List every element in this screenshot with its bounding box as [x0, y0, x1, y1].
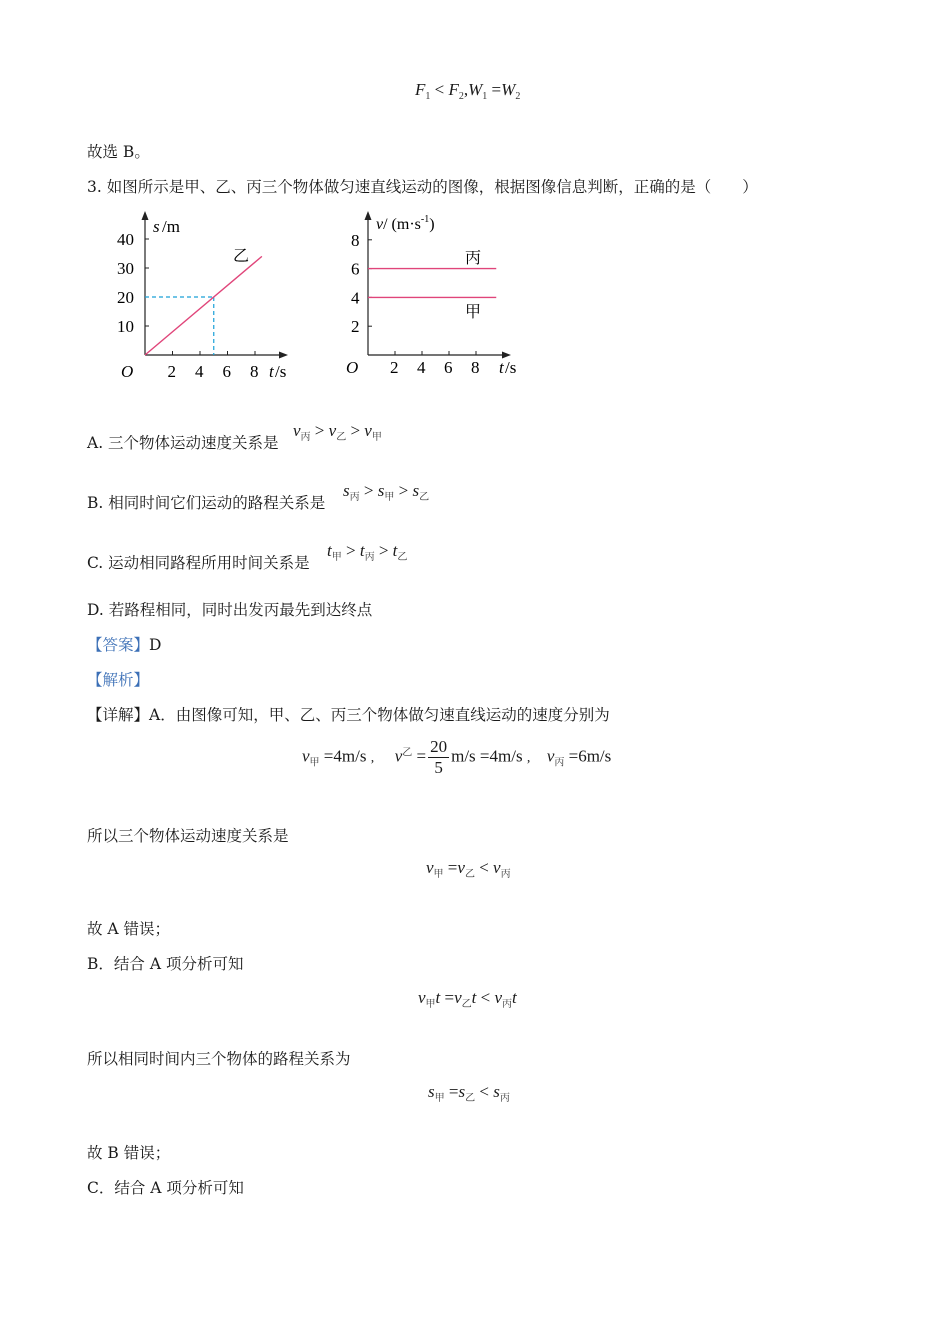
question-text: 如图所示是甲、乙、丙三个物体做匀速直线运动的图像，根据图像信息判断，正确的是（ ）: [106, 178, 758, 196]
option-c-math: $t_甲 > t_丙 > t_乙$: [327, 541, 408, 563]
detail-text: A．由图像可知，甲、乙、丙三个物体做匀速直线运动的速度分别为: [149, 706, 610, 724]
vt-y-arrow: [365, 211, 372, 220]
option-b-text: B. 相同时间它们运动的路程关系是: [87, 494, 326, 512]
st-graph: [110, 205, 310, 390]
option-d-text: D. 若路程相同，同时出发丙最先到达终点: [87, 601, 373, 619]
st-ylabel-unit: /m: [162, 217, 180, 236]
question-stem: [87, 177, 758, 197]
eq-speeds: $v_甲 =4m/s$ , $v^乙$ = $\frac{20}{5}$ m/s =4m/s , $v_丙 =6m/s$: [302, 737, 612, 777]
st-y-tick-label: 20: [117, 288, 134, 307]
formula-force-work: $F_1 < F_2,W_1 =W_2$: [415, 80, 521, 102]
st-x-tick-label: 8: [250, 362, 259, 381]
vt-x-tick-label: 8: [471, 358, 480, 377]
st-x-tick-label: 6: [222, 362, 231, 381]
vt-x-tick-label: 2: [390, 358, 399, 377]
analysis-label: 【解析】: [87, 671, 150, 689]
previous-answer: 故选 B。: [87, 143, 150, 161]
st-ylabel-var: s: [153, 217, 160, 236]
vt-label-jia: 甲: [465, 304, 482, 321]
vt-xlabel-var: t: [499, 358, 504, 377]
answer-line: [87, 635, 161, 655]
answer-value: D: [149, 636, 162, 654]
vt-y-tick-label: 2: [351, 317, 360, 337]
st-x-tick-label: 4: [195, 362, 204, 381]
vt-y-tick-label: 6: [351, 259, 360, 279]
st-line-yi: [145, 256, 262, 355]
eq-distance-relation: $s_甲 =s_乙 < s_丙$: [428, 1082, 510, 1104]
st-x-tick-label: 2: [167, 362, 176, 381]
st-line-label: 乙: [233, 248, 250, 265]
vt-x-tick-label: 4: [417, 358, 426, 377]
b-head: B．结合 A 项分析可知: [87, 955, 244, 973]
answer-label: 【答案】: [87, 636, 150, 654]
b-wrong: 故 B 错误；: [87, 1144, 171, 1162]
st-xlabel-var: t: [269, 362, 274, 381]
vt-ylabel: v/ $(m\cdot s^{-1})$: [376, 214, 435, 233]
option-a-math: $v_丙 > v_乙 > v_甲$: [293, 421, 382, 443]
eq-vt: $v_甲t =v_乙t < v_丙t$: [418, 988, 517, 1010]
vt-label-bing: 丙: [465, 250, 482, 267]
detail-label: 【详解】: [87, 706, 150, 724]
option-c-text: C. 运动相同路程所用时间关系是: [87, 554, 310, 572]
detail-line: [87, 705, 610, 725]
vt-graph: [340, 205, 540, 390]
speed-relation-intro: 所以三个物体运动速度关系是: [87, 827, 289, 845]
st-x-arrow: [279, 352, 288, 359]
option-b-math: $s_丙 > s_甲 > s_乙$: [343, 481, 430, 503]
st-y-arrow: [142, 211, 149, 220]
vt-y-tick-label: 8: [351, 230, 360, 250]
c-head: C．结合 A 项分析可知: [87, 1179, 244, 1197]
st-y-tick-label: 10: [117, 317, 134, 336]
vt-xlabel-unit: /s: [505, 358, 517, 377]
option-a-text: A. 三个物体运动速度关系是: [87, 434, 279, 452]
vt-y-tick-label: 4: [351, 288, 360, 308]
question-number: 3.: [87, 178, 102, 196]
vt-x-tick-label: 6: [444, 358, 453, 377]
st-origin: O: [121, 362, 134, 381]
st-y-tick-label: 40: [117, 230, 134, 249]
distance-relation-intro: 所以相同时间内三个物体的路程关系为: [87, 1050, 351, 1068]
a-wrong: 故 A 错误；: [87, 920, 171, 938]
vt-origin: O: [346, 358, 359, 377]
st-xlabel-unit: /s: [275, 362, 287, 381]
st-y-tick-label: 30: [117, 259, 134, 278]
eq-speed-relation: $v_甲 =v_乙 < v_丙$: [426, 858, 511, 880]
